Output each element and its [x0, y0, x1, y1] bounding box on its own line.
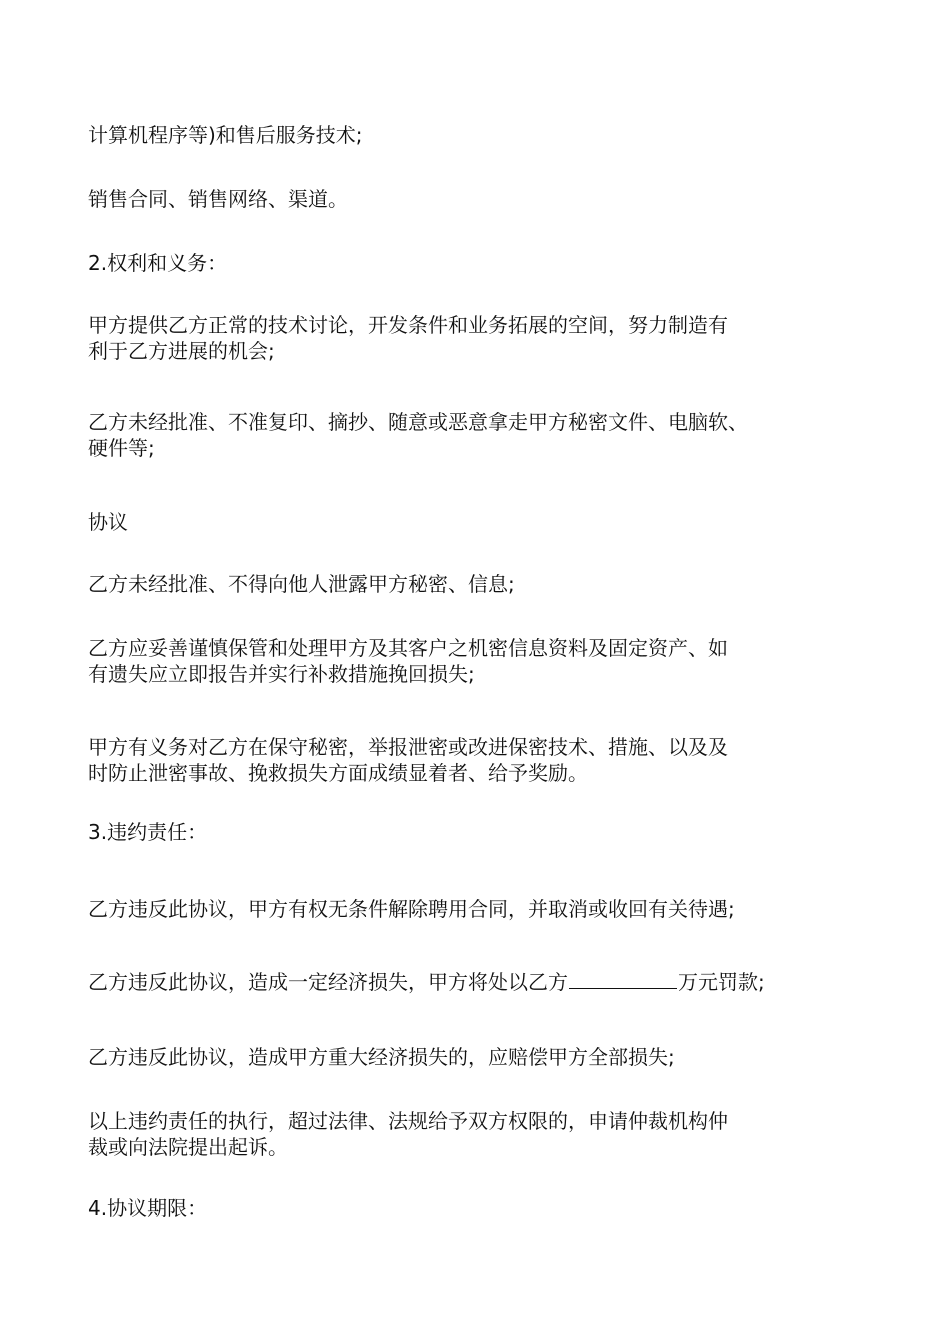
paragraph-arbitration: 以上违约责任的执行，超过法律、法规给予双方权限的，申请仲裁机构仲 裁或向法院提出起诉。 — [88, 1109, 728, 1159]
paragraph-party-a-provides: 甲方提供乙方正常的技术讨论，开发条件和业务拓展的空间，努力制造有 利于乙方进展的机会; — [88, 313, 728, 363]
paragraph-computer-programs: 计算机程序等)和售后服务技术; — [88, 123, 363, 147]
fine-amount-blank — [569, 970, 677, 989]
heading-rights-obligations: 2.权利和义务： — [88, 251, 228, 275]
fine-text-after: 万元罚款; — [678, 970, 765, 994]
paragraph-safekeeping: 乙方应妥善谨慎保管和处理甲方及其客户之机密信息资料及固定资产、如 有遗失应立即报告并实行补救措施挽回损失; — [88, 636, 728, 686]
fine-text-before: 乙方违反此协议，造成一定经济损失，甲方将处以乙方 — [88, 970, 568, 994]
paragraph-compensation: 乙方违反此协议，造成甲方重大经济损失的，应赔偿甲方全部损失; — [88, 1045, 675, 1069]
heading-agreement-term: 4.协议期限： — [88, 1196, 208, 1220]
paragraph-no-disclosure: 乙方未经批准、不得向他人泄露甲方秘密、信息; — [88, 572, 515, 596]
heading-breach-liability: 3.违约责任： — [88, 820, 208, 844]
paragraph-fine — [88, 969, 878, 995]
paragraph-rewards: 甲方有义务对乙方在保守秘密，举报泄密或改进保密技术、措施、以及及 时防止泄密事故、挽救损失方面成绩显着者、给予奖励。 — [88, 735, 728, 785]
paragraph-agreement: 协议 — [88, 510, 128, 534]
paragraph-no-copying: 乙方未经批准、不准复印、摘抄、随意或恶意拿走甲方秘密文件、电脑软、 硬件等; — [88, 410, 748, 460]
paragraph-terminate-contract: 乙方违反此协议，甲方有权无条件解除聘用合同，并取消或收回有关待遇; — [88, 897, 735, 921]
paragraph-sales-contracts: 销售合同、销售网络、渠道。 — [88, 187, 348, 211]
